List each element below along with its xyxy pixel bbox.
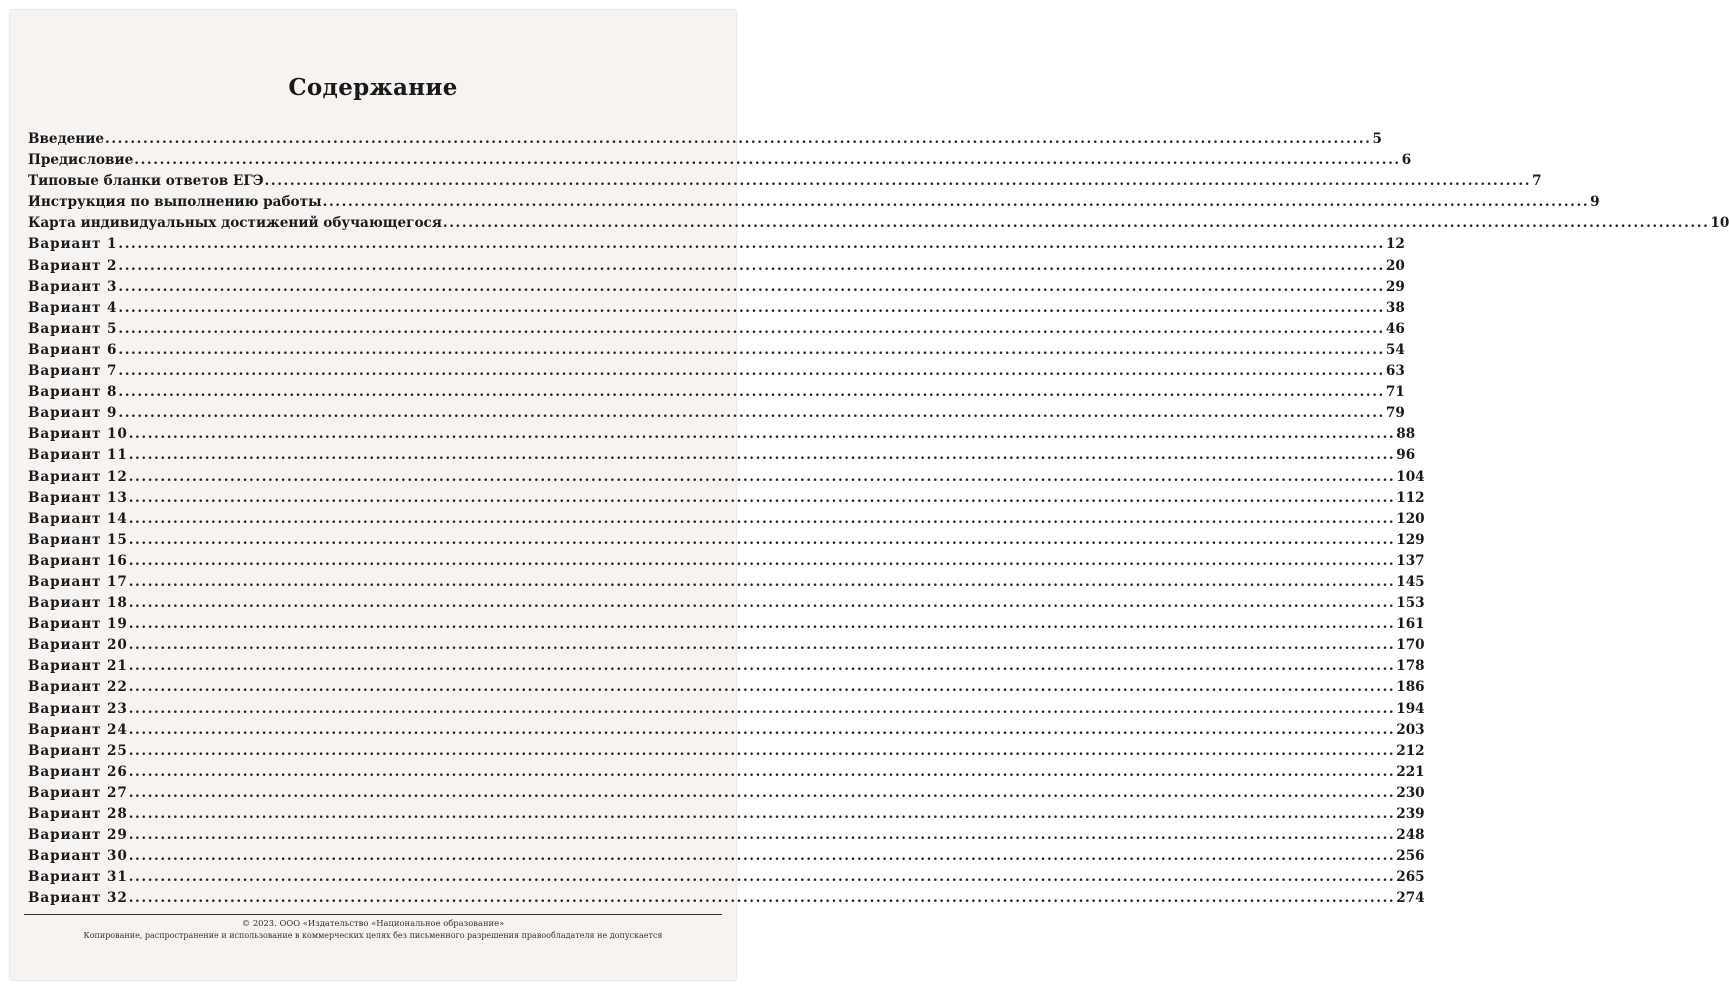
toc-dot-leader: ........................................................................................................................................................................................................ bbox=[128, 573, 1396, 590]
toc-entry-label: Вариант 11 bbox=[28, 447, 128, 464]
toc-entry bbox=[28, 846, 1425, 867]
toc-entry-label: Вариант 14 bbox=[28, 510, 128, 527]
toc-entry-label: Вариант 1 bbox=[28, 236, 118, 253]
toc-entry-page: 38 bbox=[1385, 299, 1405, 316]
toc-entry-label: Вариант 29 bbox=[28, 827, 128, 844]
toc-entry-page: 230 bbox=[1396, 784, 1425, 801]
toc-dot-leader: ........................................................................................................................................................................................................ bbox=[264, 173, 1532, 190]
toc-entry-label: Введение bbox=[28, 131, 104, 147]
toc-entry-page: 145 bbox=[1396, 573, 1425, 590]
toc-dot-leader: ........................................................................................................................................................................................................ bbox=[128, 447, 1396, 464]
toc-entry-label: Вариант 23 bbox=[28, 700, 128, 717]
toc-dot-leader: ........................................................................................................................................................................................................ bbox=[118, 341, 1385, 358]
footer-notice: Копирование, распространение и использование в коммерческих целях без письменного разрешения правообладателя не допускается bbox=[83, 931, 663, 940]
toc-dot-leader: ........................................................................................................................................................................................................ bbox=[128, 827, 1396, 844]
toc-dot-leader: ........................................................................................................................................................................................................ bbox=[128, 848, 1396, 865]
toc-entry-page: 203 bbox=[1396, 721, 1425, 738]
toc-entry bbox=[28, 888, 1425, 909]
toc-entry bbox=[28, 509, 1425, 530]
toc-entry-label: Вариант 13 bbox=[28, 489, 128, 506]
toc-entry-label: Вариант 19 bbox=[28, 616, 128, 633]
toc-entry-page: 170 bbox=[1396, 637, 1425, 654]
toc-dot-leader: ........................................................................................................................................................................................................ bbox=[128, 763, 1396, 780]
toc-entry bbox=[28, 593, 1425, 614]
toc-entry-label: Вариант 12 bbox=[28, 468, 128, 485]
toc-entry-page: 29 bbox=[1385, 278, 1405, 295]
toc-entry bbox=[28, 129, 1382, 150]
toc-entry bbox=[28, 150, 1412, 171]
toc-dot-leader: ........................................................................................................................................................................................................ bbox=[118, 363, 1385, 380]
toc-dot-leader: ........................................................................................................................................................................................................ bbox=[128, 784, 1396, 801]
toc-entry bbox=[28, 234, 1405, 255]
toc-dot-leader: ........................................................................................................................................................................................................ bbox=[134, 152, 1401, 169]
table-of-contents bbox=[28, 129, 1729, 909]
toc-dot-leader: ........................................................................................................................................................................................................ bbox=[118, 278, 1385, 295]
toc-entry bbox=[28, 256, 1405, 277]
toc-dot-leader: ........................................................................................................................................................................................................ bbox=[442, 215, 1710, 232]
toc-entry-page: 10 bbox=[1710, 215, 1729, 232]
toc-entry-page: 20 bbox=[1385, 257, 1405, 274]
document-page bbox=[10, 10, 1729, 980]
toc-dot-leader: ........................................................................................................................................................................................................ bbox=[118, 299, 1385, 316]
toc-entry-label: Вариант 26 bbox=[28, 763, 128, 780]
toc-entry bbox=[28, 424, 1416, 445]
toc-entry-label: Вариант 7 bbox=[28, 363, 118, 380]
toc-entry-page: 46 bbox=[1385, 320, 1405, 337]
toc-entry-label: Вариант 31 bbox=[28, 869, 128, 886]
toc-entry-page: 137 bbox=[1396, 552, 1425, 569]
toc-dot-leader: ........................................................................................................................................................................................................ bbox=[128, 468, 1396, 485]
toc-entry-page: 274 bbox=[1396, 890, 1425, 907]
toc-entry-page: 63 bbox=[1385, 363, 1405, 380]
toc-dot-leader: ........................................................................................................................................................................................................ bbox=[128, 616, 1396, 633]
toc-entry-label: Вариант 20 bbox=[28, 637, 128, 654]
toc-dot-leader: ........................................................................................................................................................................................................ bbox=[118, 320, 1385, 337]
toc-dot-leader: ........................................................................................................................................................................................................ bbox=[118, 236, 1385, 253]
toc-entry bbox=[28, 530, 1425, 551]
toc-entry-label: Вариант 9 bbox=[28, 405, 118, 422]
toc-entry bbox=[28, 403, 1405, 424]
toc-entry-label: Вариант 16 bbox=[28, 552, 128, 569]
toc-entry bbox=[28, 825, 1425, 846]
toc-entry-label: Вариант 2 bbox=[28, 257, 118, 274]
toc-entry-page: 194 bbox=[1396, 700, 1425, 717]
toc-entry-page: 96 bbox=[1396, 447, 1416, 464]
toc-entry bbox=[28, 635, 1425, 656]
footer-copyright: © 2023. ООО «Издательство «Национальное образование» bbox=[241, 918, 505, 928]
toc-entry-label: Вариант 15 bbox=[28, 531, 128, 548]
toc-entry-page: 112 bbox=[1396, 489, 1425, 506]
toc-entry-label: Вариант 28 bbox=[28, 806, 128, 822]
toc-entry bbox=[28, 804, 1425, 825]
toc-entry-page: 221 bbox=[1396, 763, 1425, 780]
toc-dot-leader: ........................................................................................................................................................................................................ bbox=[128, 658, 1396, 675]
toc-dot-leader: ........................................................................................................................................................................................................ bbox=[118, 405, 1385, 422]
toc-dot-leader: ........................................................................................................................................................................................................ bbox=[128, 700, 1396, 717]
toc-entry-page: 212 bbox=[1396, 742, 1425, 759]
toc-entry-label: Вариант 17 bbox=[28, 573, 128, 590]
toc-dot-leader: ........................................................................................................................................................................................................ bbox=[128, 489, 1396, 506]
toc-entry-label: Вариант 30 bbox=[28, 848, 128, 865]
toc-entry bbox=[28, 783, 1425, 804]
toc-entry-page: 71 bbox=[1385, 384, 1405, 401]
toc-entry-label: Вариант 3 bbox=[28, 278, 118, 295]
toc-entry bbox=[28, 361, 1405, 382]
toc-dot-leader: ........................................................................................................................................................................................................ bbox=[128, 531, 1396, 548]
toc-entry bbox=[28, 488, 1425, 509]
toc-entry-page: 79 bbox=[1385, 405, 1405, 422]
toc-entry-page: 153 bbox=[1396, 595, 1425, 612]
toc-entry-page: 88 bbox=[1396, 426, 1416, 443]
toc-entry bbox=[28, 467, 1425, 488]
toc-entry-label: Вариант 10 bbox=[28, 426, 128, 443]
toc-entry-page: 161 bbox=[1396, 616, 1425, 633]
toc-entry bbox=[28, 382, 1405, 403]
toc-entry bbox=[28, 551, 1425, 572]
toc-entry-label: Вариант 4 bbox=[28, 299, 118, 316]
toc-dot-leader: ........................................................................................................................................................................................................ bbox=[128, 552, 1396, 569]
toc-entry-page: 104 bbox=[1396, 468, 1425, 485]
toc-entry-page: 7 bbox=[1532, 173, 1542, 190]
toc-entry-page: 5 bbox=[1372, 131, 1382, 147]
toc-entry bbox=[28, 677, 1425, 698]
toc-dot-leader: ........................................................................................................................................................................................................ bbox=[118, 257, 1385, 274]
toc-dot-leader: ........................................................................................................................................................................................................ bbox=[322, 194, 1590, 211]
toc-entry-label: Вариант 27 bbox=[28, 784, 128, 801]
toc-dot-leader: ........................................................................................................................................................................................................ bbox=[118, 384, 1385, 401]
toc-entry bbox=[28, 656, 1425, 677]
toc-entry-page: 256 bbox=[1396, 848, 1425, 865]
toc-entry-page: 54 bbox=[1385, 341, 1405, 358]
toc-dot-leader: ........................................................................................................................................................................................................ bbox=[128, 721, 1396, 738]
toc-entry-label: Вариант 24 bbox=[28, 721, 128, 738]
toc-entry-label: Вариант 22 bbox=[28, 679, 128, 696]
toc-entry bbox=[28, 277, 1405, 298]
toc-entry bbox=[28, 445, 1416, 466]
toc-entry bbox=[28, 572, 1425, 593]
toc-dot-leader: ........................................................................................................................................................................................................ bbox=[128, 869, 1396, 886]
toc-entry-label: Вариант 21 bbox=[28, 658, 128, 675]
toc-dot-leader: ........................................................................................................................................................................................................ bbox=[128, 679, 1396, 696]
toc-dot-leader: ........................................................................................................................................................................................................ bbox=[128, 637, 1396, 654]
toc-entry-page: 239 bbox=[1396, 806, 1425, 822]
toc-entry bbox=[28, 720, 1425, 741]
toc-entry-label: Типовые бланки ответов ЕГЭ bbox=[28, 173, 264, 190]
toc-entry bbox=[28, 298, 1405, 319]
toc-entry-page: 12 bbox=[1385, 236, 1405, 253]
toc-entry-page: 120 bbox=[1396, 510, 1425, 527]
toc-entry-label: Вариант 25 bbox=[28, 742, 128, 759]
toc-entry bbox=[28, 614, 1425, 635]
toc-dot-leader: ........................................................................................................................................................................................................ bbox=[128, 510, 1396, 527]
toc-entry-page: 265 bbox=[1396, 869, 1425, 886]
toc-entry-label: Вариант 8 bbox=[28, 384, 118, 401]
toc-dot-leader: ........................................................................................................................................................................................................ bbox=[104, 131, 1372, 147]
toc-dot-leader: ........................................................................................................................................................................................................ bbox=[128, 806, 1396, 822]
toc-entry bbox=[28, 699, 1425, 720]
toc-dot-leader: ........................................................................................................................................................................................................ bbox=[128, 426, 1396, 443]
toc-entry bbox=[28, 171, 1542, 192]
toc-entry bbox=[28, 762, 1425, 783]
toc-entry-label: Вариант 5 bbox=[28, 320, 118, 337]
toc-dot-leader: ........................................................................................................................................................................................................ bbox=[128, 890, 1396, 907]
toc-entry-label: Инструкция по выполнению работы bbox=[28, 194, 322, 211]
toc-entry-page: 248 bbox=[1396, 827, 1425, 844]
toc-entry-label: Предисловие bbox=[28, 152, 134, 169]
toc-entry-label: Вариант 18 bbox=[28, 595, 128, 612]
toc-entry-page: 186 bbox=[1396, 679, 1425, 696]
toc-entry-label: Карта индивидуальных достижений обучающегося bbox=[28, 215, 442, 232]
toc-entry bbox=[28, 340, 1405, 361]
toc-entry bbox=[28, 741, 1425, 762]
toc-entry bbox=[28, 867, 1425, 888]
footer-divider bbox=[24, 914, 722, 915]
toc-dot-leader: ........................................................................................................................................................................................................ bbox=[128, 742, 1396, 759]
toc-entry bbox=[28, 319, 1405, 340]
page-title: Содержание bbox=[288, 74, 458, 101]
toc-dot-leader: ........................................................................................................................................................................................................ bbox=[128, 595, 1396, 612]
toc-entry-label: Вариант 32 bbox=[28, 890, 128, 907]
toc-entry-label: Вариант 6 bbox=[28, 341, 118, 358]
toc-entry bbox=[28, 192, 1600, 213]
toc-entry-page: 9 bbox=[1590, 194, 1600, 211]
toc-entry bbox=[28, 213, 1729, 234]
toc-entry-page: 129 bbox=[1396, 531, 1425, 548]
toc-entry-page: 6 bbox=[1401, 152, 1412, 169]
toc-entry-page: 178 bbox=[1396, 658, 1425, 675]
